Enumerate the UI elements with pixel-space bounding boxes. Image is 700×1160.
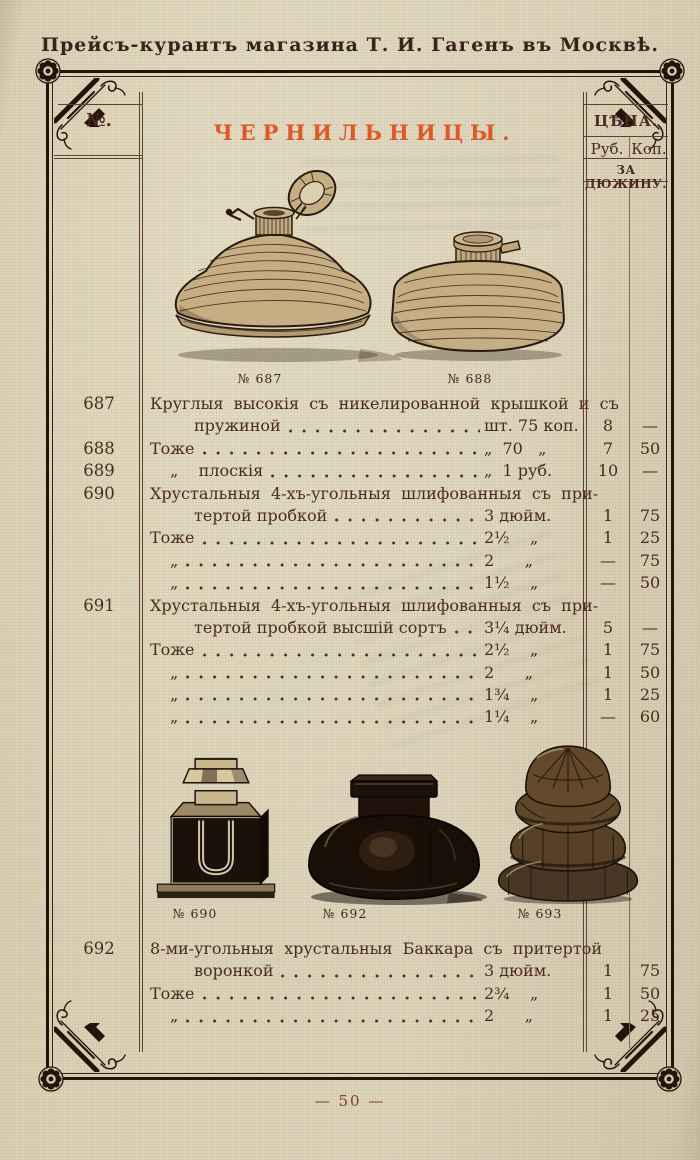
inkwell-692-illustration — [298, 757, 490, 907]
item-description — [150, 960, 578, 982]
frame-left-inner-rule — [52, 76, 53, 1074]
frame-right-border — [671, 70, 674, 1080]
price-table-bottom — [58, 938, 670, 1028]
illustration-caption: № 690 — [172, 906, 218, 921]
description-text: „ — [170, 707, 179, 727]
dot-leader — [203, 531, 481, 547]
table-row — [58, 550, 670, 572]
table-row — [58, 505, 670, 527]
item-description — [150, 393, 619, 415]
item-description — [150, 572, 578, 594]
size-unit: 3¼ дюйм. — [484, 617, 567, 637]
size-unit: 2½ „ — [484, 640, 539, 660]
description-text: Тоже — [150, 438, 195, 458]
price-rubles: 1 — [602, 685, 614, 705]
rubles-header: Руб. — [590, 140, 624, 158]
dot-leader — [289, 419, 480, 435]
size-unit: 1½ „ — [484, 573, 539, 593]
inkwell-693-illustration — [492, 730, 644, 906]
description-text: тертой пробкой высшій сортъ — [194, 617, 447, 637]
inkwell-687-illustration — [150, 163, 402, 369]
price-rubles: 1 — [602, 961, 614, 981]
item-description — [150, 983, 578, 1005]
table-row — [58, 684, 670, 706]
frame-bottom-inner-rule — [52, 1073, 670, 1074]
item-number: 690 — [83, 483, 115, 503]
size-unit: 1¾ „ — [484, 685, 539, 705]
price-column-header: ЦѢНА. — [593, 112, 659, 130]
price-header-rule — [583, 136, 668, 137]
description-text: Тоже — [150, 983, 195, 1003]
item-number: 687 — [83, 394, 115, 413]
price-rubles: 1 — [602, 505, 614, 525]
description-text: „ — [170, 550, 179, 570]
price-rubles: 1 — [602, 528, 614, 548]
item-description — [150, 438, 578, 460]
description-text: Тоже — [150, 528, 195, 548]
number-column-header: №. — [86, 110, 112, 131]
section-title: ЧЕРНИЛЬНИЦЫ. — [213, 120, 517, 145]
item-description — [150, 639, 578, 661]
item-description — [150, 483, 599, 505]
price-kopecks: 50 — [639, 662, 661, 682]
description-text: „ — [170, 1006, 179, 1026]
item-description — [150, 505, 578, 527]
frame-bottom-border — [48, 1077, 674, 1080]
size-unit: 2 „ — [484, 662, 533, 682]
dot-leader — [186, 576, 480, 592]
table-row — [58, 438, 670, 460]
size-unit: „ 1 руб. — [484, 461, 553, 481]
num-box-top-rule — [58, 104, 142, 105]
dot-leader — [271, 464, 480, 480]
price-kopecks: 50 — [639, 983, 661, 1003]
price-kopecks: — — [642, 617, 658, 637]
price-rubles: 1 — [602, 662, 614, 682]
item-number: 688 — [83, 438, 115, 458]
table-row — [58, 662, 670, 684]
description-text: воронкой — [194, 961, 274, 981]
item-description — [150, 706, 578, 728]
item-description — [150, 1005, 578, 1027]
item-number: 692 — [83, 939, 115, 958]
dot-leader — [186, 1009, 480, 1025]
price-rubles: 1 — [602, 640, 614, 660]
item-description — [150, 617, 578, 639]
price-kopecks: 50 — [639, 438, 661, 458]
description-text: „ — [170, 662, 179, 682]
description-text: Круглыя высокія съ никелированной крышкой и съ — [150, 394, 619, 413]
table-row — [58, 595, 670, 617]
frame-top-border — [48, 70, 674, 73]
price-kopecks: 75 — [639, 505, 661, 525]
price-table-top — [58, 393, 670, 729]
price-kopecks: 75 — [639, 550, 661, 570]
illustration-caption: № 693 — [517, 906, 563, 921]
item-description — [150, 460, 578, 482]
running-head: Прейсъ-курантъ магазина Т. И. Гагенъ въ Москвѣ. — [41, 34, 659, 56]
frame-top-inner-rule — [52, 76, 670, 77]
description-text: „ — [170, 573, 179, 593]
table-row — [58, 706, 670, 728]
price-header-rule — [583, 158, 668, 159]
item-description — [150, 550, 578, 572]
price-kopecks: 25 — [639, 528, 661, 548]
item-description — [150, 662, 578, 684]
dot-leader — [203, 986, 481, 1002]
inkwell-688-illustration — [380, 205, 576, 367]
price-kopecks: — — [642, 461, 658, 481]
item-description — [150, 415, 578, 437]
dot-leader — [455, 620, 480, 636]
price-kopecks: 60 — [639, 707, 661, 727]
size-unit: 1¼ „ — [484, 707, 539, 727]
dot-leader — [203, 643, 481, 659]
price-kopecks: 25 — [639, 685, 661, 705]
item-description — [150, 684, 578, 706]
size-unit: шт. 75 коп. — [484, 416, 579, 436]
description-text: Хрустальныя 4-хъ-угольныя шлифованныя съ при- — [150, 483, 599, 503]
table-row — [58, 617, 670, 639]
num-box-double-rule — [54, 155, 142, 156]
price-box-top-rule — [583, 104, 668, 105]
illustration-caption: № 692 — [322, 906, 368, 921]
table-row — [58, 415, 670, 437]
size-unit: 2 „ — [484, 550, 533, 570]
table-row — [58, 393, 670, 415]
size-unit: „ 70 „ — [484, 438, 547, 458]
frame-left-border — [46, 70, 49, 1080]
price-rubles: 1 — [602, 1006, 614, 1026]
description-text: пружиной — [194, 416, 281, 436]
table-row — [58, 1005, 670, 1027]
dot-leader — [186, 687, 480, 703]
price-kopecks: — — [642, 416, 658, 436]
table-row — [58, 527, 670, 549]
price-rubles: 5 — [602, 617, 614, 637]
table-row — [58, 483, 670, 505]
table-row — [58, 572, 670, 594]
description-text: тертой пробкой — [194, 505, 328, 525]
price-rubles: — — [600, 573, 616, 593]
table-row — [58, 639, 670, 661]
table-row — [58, 938, 670, 960]
inkwell-690-illustration — [140, 743, 292, 907]
price-rubles: — — [600, 550, 616, 570]
description-text: Хрустальныя 4-хъ-угольныя шлифованныя съ при- — [150, 595, 599, 615]
item-number: 691 — [83, 595, 115, 615]
item-description — [150, 938, 603, 960]
size-unit: 2¾ „ — [484, 983, 539, 1003]
dot-leader — [186, 665, 480, 681]
page-number: — 50 — — [314, 1092, 386, 1110]
price-rubles: — — [600, 707, 616, 727]
price-kopecks: 25 — [639, 1006, 661, 1026]
illustration-caption: № 688 — [447, 371, 493, 386]
table-row — [58, 460, 670, 482]
kopecks-header: Коп. — [631, 140, 667, 158]
price-rubles: 7 — [602, 438, 614, 458]
price-rubles: 10 — [597, 461, 619, 481]
num-box-double-rule — [54, 158, 142, 159]
dot-leader — [203, 441, 481, 457]
illustration-caption: № 687 — [237, 371, 283, 386]
description-text: „ плоскія — [170, 461, 264, 481]
size-unit: 2½ „ — [484, 528, 539, 548]
description-text: 8-ми-угольныя хрустальныя Баккара съ притертой — [150, 939, 603, 958]
dot-leader — [335, 508, 480, 524]
price-kopecks: 50 — [639, 573, 661, 593]
price-rubles: 8 — [602, 416, 614, 436]
item-description — [150, 595, 599, 617]
dot-leader — [281, 964, 480, 980]
size-unit: 2 „ — [484, 1006, 533, 1026]
price-kopecks: 75 — [639, 640, 661, 660]
price-kopecks: 75 — [639, 961, 661, 981]
per-dozen-header: ЗА ДЮЖИНУ. — [585, 163, 667, 191]
table-row — [58, 960, 670, 982]
table-row — [58, 983, 670, 1005]
description-text: „ — [170, 685, 179, 705]
item-description — [150, 527, 578, 549]
dot-leader — [186, 553, 480, 569]
description-text: Тоже — [150, 640, 195, 660]
size-unit: 3 дюйм. — [484, 505, 552, 525]
dot-leader — [186, 710, 480, 726]
item-number: 689 — [83, 461, 115, 481]
price-rubles: 1 — [602, 983, 614, 1003]
size-unit: 3 дюйм. — [484, 961, 552, 981]
